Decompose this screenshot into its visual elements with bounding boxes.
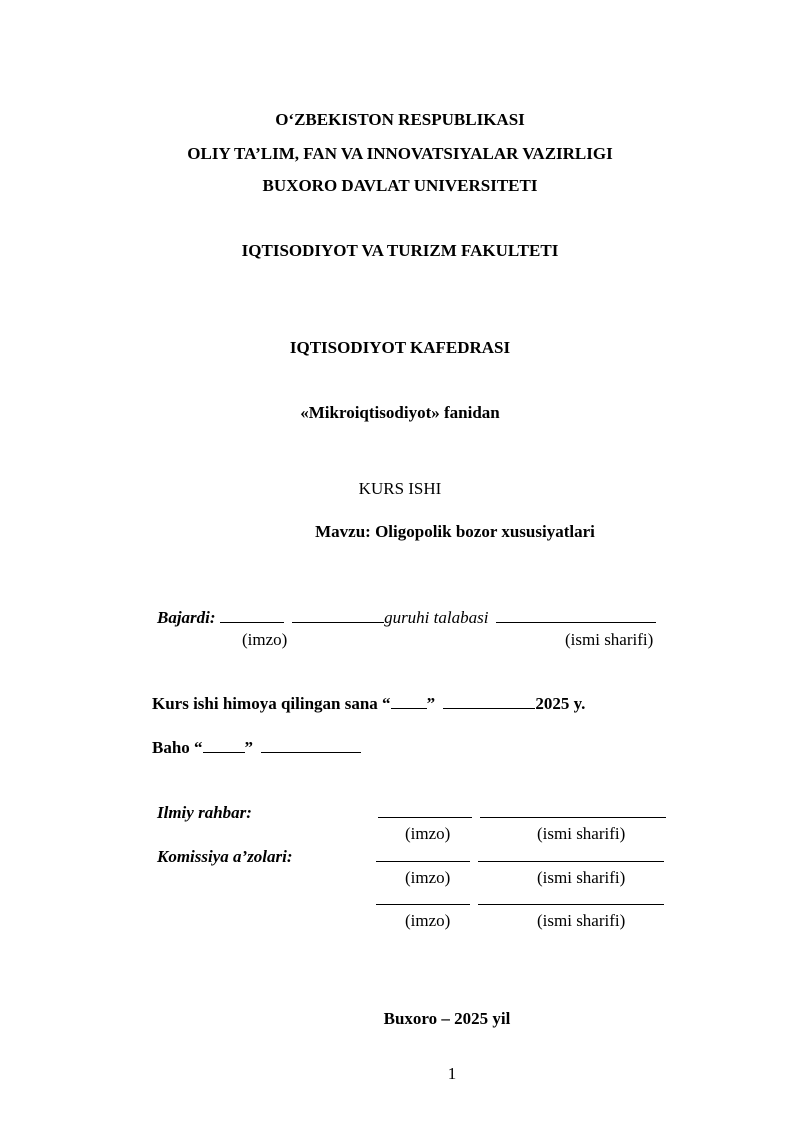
defense-date-line [152,694,585,714]
group-blank[interactable] [292,608,384,623]
member1-signature-blank[interactable] [376,847,470,862]
defense-month-blank[interactable] [443,694,535,709]
supervisor-name-blank[interactable] [480,803,666,818]
student-signature-caption: (imzo) [242,630,288,649]
student-name-caption: (ismi sharifi) [565,630,654,649]
member2-name-blank[interactable] [478,890,664,905]
supervisor-blanks [378,803,666,823]
city-year: Buxoro – 2025 yil [383,1009,511,1028]
faculty-name: IQTISODIYOT VA TURIZM FAKULTETI [241,241,559,260]
ministry-line-1: O‘ZBEKISTON RESPUBLIKASI [275,110,525,129]
ministry-line-2: OLIY TA’LIM, FAN VA INNOVATSIYALAR VAZIRLIGI [187,144,613,163]
grade-words-blank[interactable] [261,738,361,753]
member1-name-blank[interactable] [478,847,664,862]
member2-signature-caption: (imzo) [405,911,451,930]
supervisor-label: Ilmiy rahbar: [157,803,252,822]
grade-score-blank[interactable] [203,738,245,753]
supervisor-name-caption: (ismi sharifi) [537,824,626,843]
supervisor-signature-caption: (imzo) [405,824,451,843]
member1-signature-caption: (imzo) [405,868,451,887]
subject-line: «Mikroiqtisodiyot» fanidan [300,403,500,422]
member2-name-caption: (ismi sharifi) [537,911,626,930]
student-name-blank[interactable] [496,608,656,623]
member1-blanks [376,847,664,867]
grade-quote-close: ” [244,738,254,757]
defense-day-blank[interactable] [391,694,427,709]
student-label: Bajardi: [157,608,216,627]
member2-blanks [376,890,664,910]
signature-blank[interactable] [220,608,284,623]
defense-text: Kurs ishi himoya qilingan sana “ [152,694,391,713]
grade-line [152,738,361,758]
student-line [157,608,656,628]
defense-quote-close: ” [426,694,436,713]
supervisor-signature-blank[interactable] [378,803,472,818]
defense-year: 2025 y. [535,694,586,713]
members-label: Komissiya a’zolari: [157,847,293,866]
university-name: BUXORO DAVLAT UNIVERSITETI [262,176,538,195]
page-number: 1 [447,1064,457,1083]
member2-signature-blank[interactable] [376,890,470,905]
member1-name-caption: (ismi sharifi) [537,868,626,887]
work-type: KURS ISHI [358,479,442,498]
topic-title: Mavzu: Oligopolik bozor xususiyatlari [315,522,595,541]
grade-label: Baho “ [152,738,203,757]
department-name: IQTISODIYOT KAFEDRASI [289,338,511,357]
group-text: guruhi talabasi [384,608,489,627]
